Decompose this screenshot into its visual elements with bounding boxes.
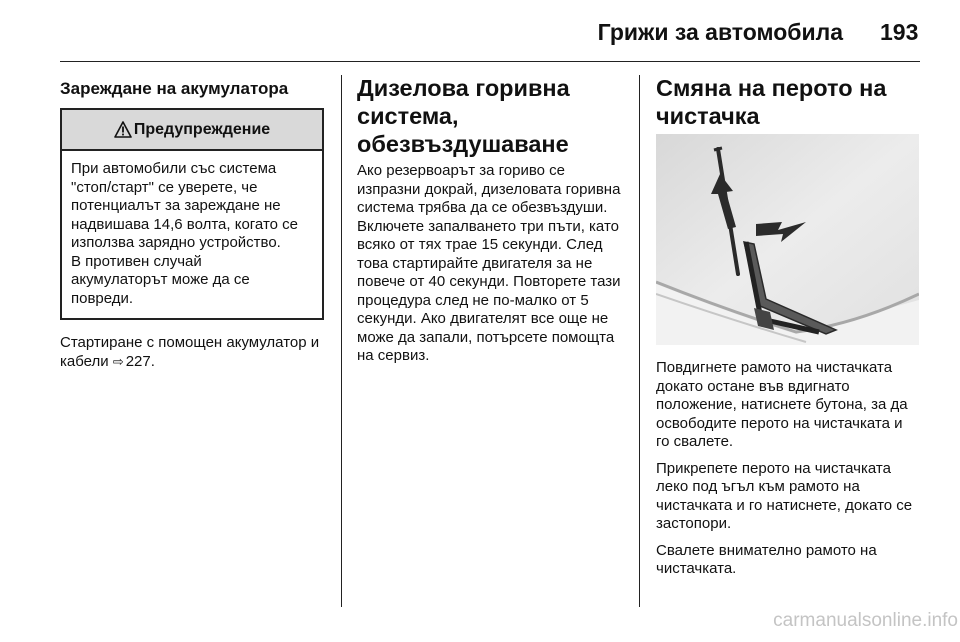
warning-text: При автомобили със система "стоп/старт" се уверете, че потенциалът за зареждане не надвишава 14,6 волта, когато се използва зарядно устройство. В противен случай акумулаторът може да се повреди. <box>71 160 298 307</box>
wiper-paragraph-3: Свалете внимателно рамото на чистачката. <box>656 541 877 577</box>
warning-title: Предупреждение <box>133 120 271 138</box>
header-rule <box>60 61 920 62</box>
right-column <box>656 74 920 579</box>
jump-start-paragraph <box>60 334 324 371</box>
page-number: 193 <box>880 19 919 45</box>
watermark: carmanualsonline.info <box>773 610 958 631</box>
warning-triangle-icon <box>114 121 132 138</box>
jump-start-text: Стартиране с помощен акумулатор и кабели <box>60 334 320 370</box>
wiper-illustration-icon <box>656 134 919 345</box>
warning-header <box>62 110 322 151</box>
left-column <box>60 74 324 371</box>
wiper-paragraph-2: Прикрепете перото на чистачката леко под ъгъл към рамото на чистачката и го натиснете, докато се застопори. <box>656 459 913 532</box>
diesel-system-paragraph: Ако резервоарът за гориво се изпразни докрай, дизеловата горивна система трябва да се обезвъздуши. Включете запалването три пъти, като всяко от тях трае 15 секунди. След това стартирайте двигателя за не повече от 40 секунди. Повторете тази процедура след не по-малко от 5 секунди. Ако двигателят все още не може да запали, потърсете помощта на сервиз. <box>357 162 621 364</box>
diesel-system-heading: Дизелова горивна система, обезвъздушаване <box>357 75 570 157</box>
column-divider-right <box>639 75 640 607</box>
wiper-figure <box>656 134 919 345</box>
middle-column <box>357 74 625 366</box>
battery-charging-heading: Зареждане на акумулатора <box>60 79 289 98</box>
column-divider-left <box>341 75 342 607</box>
page-reference[interactable]: 227. <box>125 352 155 370</box>
warning-box <box>60 108 324 320</box>
page-reference-arrow-icon: ⇨ <box>112 353 124 369</box>
wiper-blade-heading: Смяна на перото на чистачка <box>656 75 887 129</box>
wiper-paragraph-1: Повдигнете рамото на чистачката докато остане във вдигнато положение, натиснете бутона, за да освободите перото на чистачката и го свалете. <box>656 359 908 450</box>
header-title: Грижи за автомобила <box>597 19 843 45</box>
